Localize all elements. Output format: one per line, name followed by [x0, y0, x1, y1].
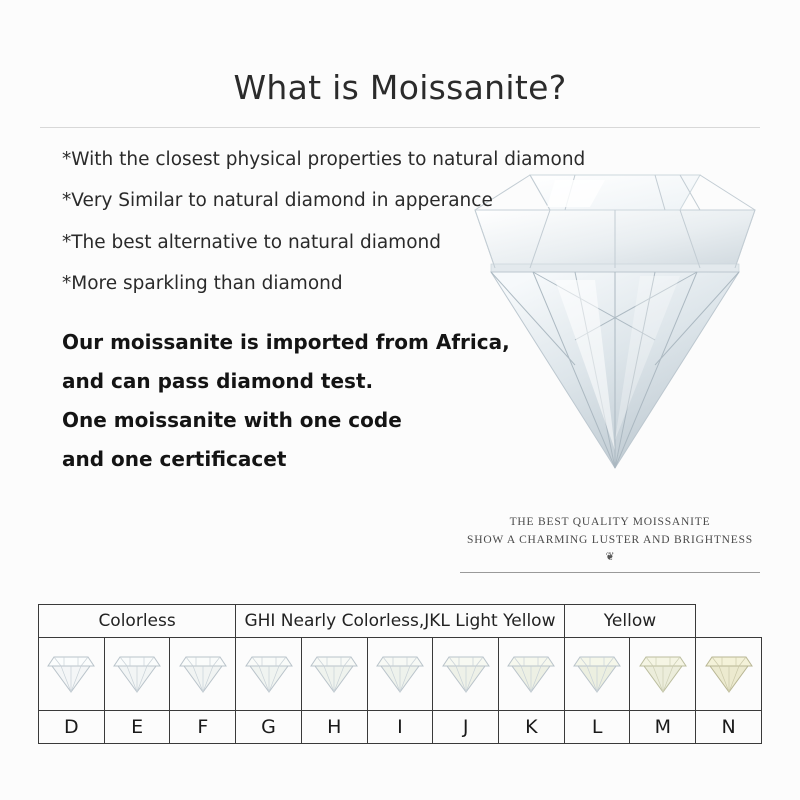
diamond-icon [170, 638, 236, 711]
diamond-icon [301, 638, 367, 711]
feature-list [62, 150, 622, 316]
list-item: *More sparkling than diamond [62, 273, 343, 295]
color-grade-table [38, 604, 762, 744]
statement-line: and can pass diamond test. [62, 369, 374, 393]
grade-cell-d: D [39, 711, 105, 744]
ornament-icon: ❦ [605, 551, 615, 563]
diamond-icon [630, 638, 696, 711]
diamond-icon [433, 638, 499, 711]
diamond-icon [39, 638, 105, 711]
diamond-icon [367, 638, 433, 711]
diamond-icon [696, 638, 762, 711]
grade-cell-f: F [170, 711, 236, 744]
statement-line: One moissanite with one code [62, 408, 402, 432]
group-header-colorless: Colorless [39, 605, 236, 638]
statement-line: and one certificacet [62, 447, 287, 471]
group-header-nearly-colorless: GHI Nearly Colorless,JKL Light Yellow [236, 605, 565, 638]
diamond-icon [236, 638, 302, 711]
grade-cell-j: J [433, 711, 499, 744]
grade-cell-l: L [564, 711, 630, 744]
grade-cell-m: M [630, 711, 696, 744]
page-title: What is Moissanite? [233, 68, 567, 107]
list-item: *Very Similar to natural diamond in apperance [62, 190, 493, 212]
title-divider [40, 127, 760, 128]
list-item: *The best alternative to natural diamond [62, 231, 441, 253]
diamond-icon [499, 638, 565, 711]
grade-cell-g: G [236, 711, 302, 744]
diamond-icon [104, 638, 170, 711]
tagline-block [455, 516, 765, 563]
tagline-line-1: THE BEST QUALITY MOISSANITE [509, 516, 711, 528]
diamond-icon [564, 638, 630, 711]
tagline-divider [460, 572, 760, 573]
grade-cell-i: I [367, 711, 433, 744]
tagline-line-2: SHOW A CHARMING LUSTER AND BRIGHTNESS [467, 534, 753, 546]
grade-cell-e: E [104, 711, 170, 744]
table-grade-row [39, 711, 762, 744]
statement-block [62, 332, 582, 488]
group-header-yellow: Yellow [564, 605, 695, 638]
grade-cell-k: K [499, 711, 565, 744]
list-item: *With the closest physical properties to natural diamond [62, 149, 586, 170]
grade-cell-n: N [696, 711, 762, 744]
statement-line: Our moissanite is imported from Africa, [62, 330, 510, 354]
table-gem-row [39, 638, 762, 711]
grade-cell-h: H [301, 711, 367, 744]
table-header-row [39, 605, 762, 638]
